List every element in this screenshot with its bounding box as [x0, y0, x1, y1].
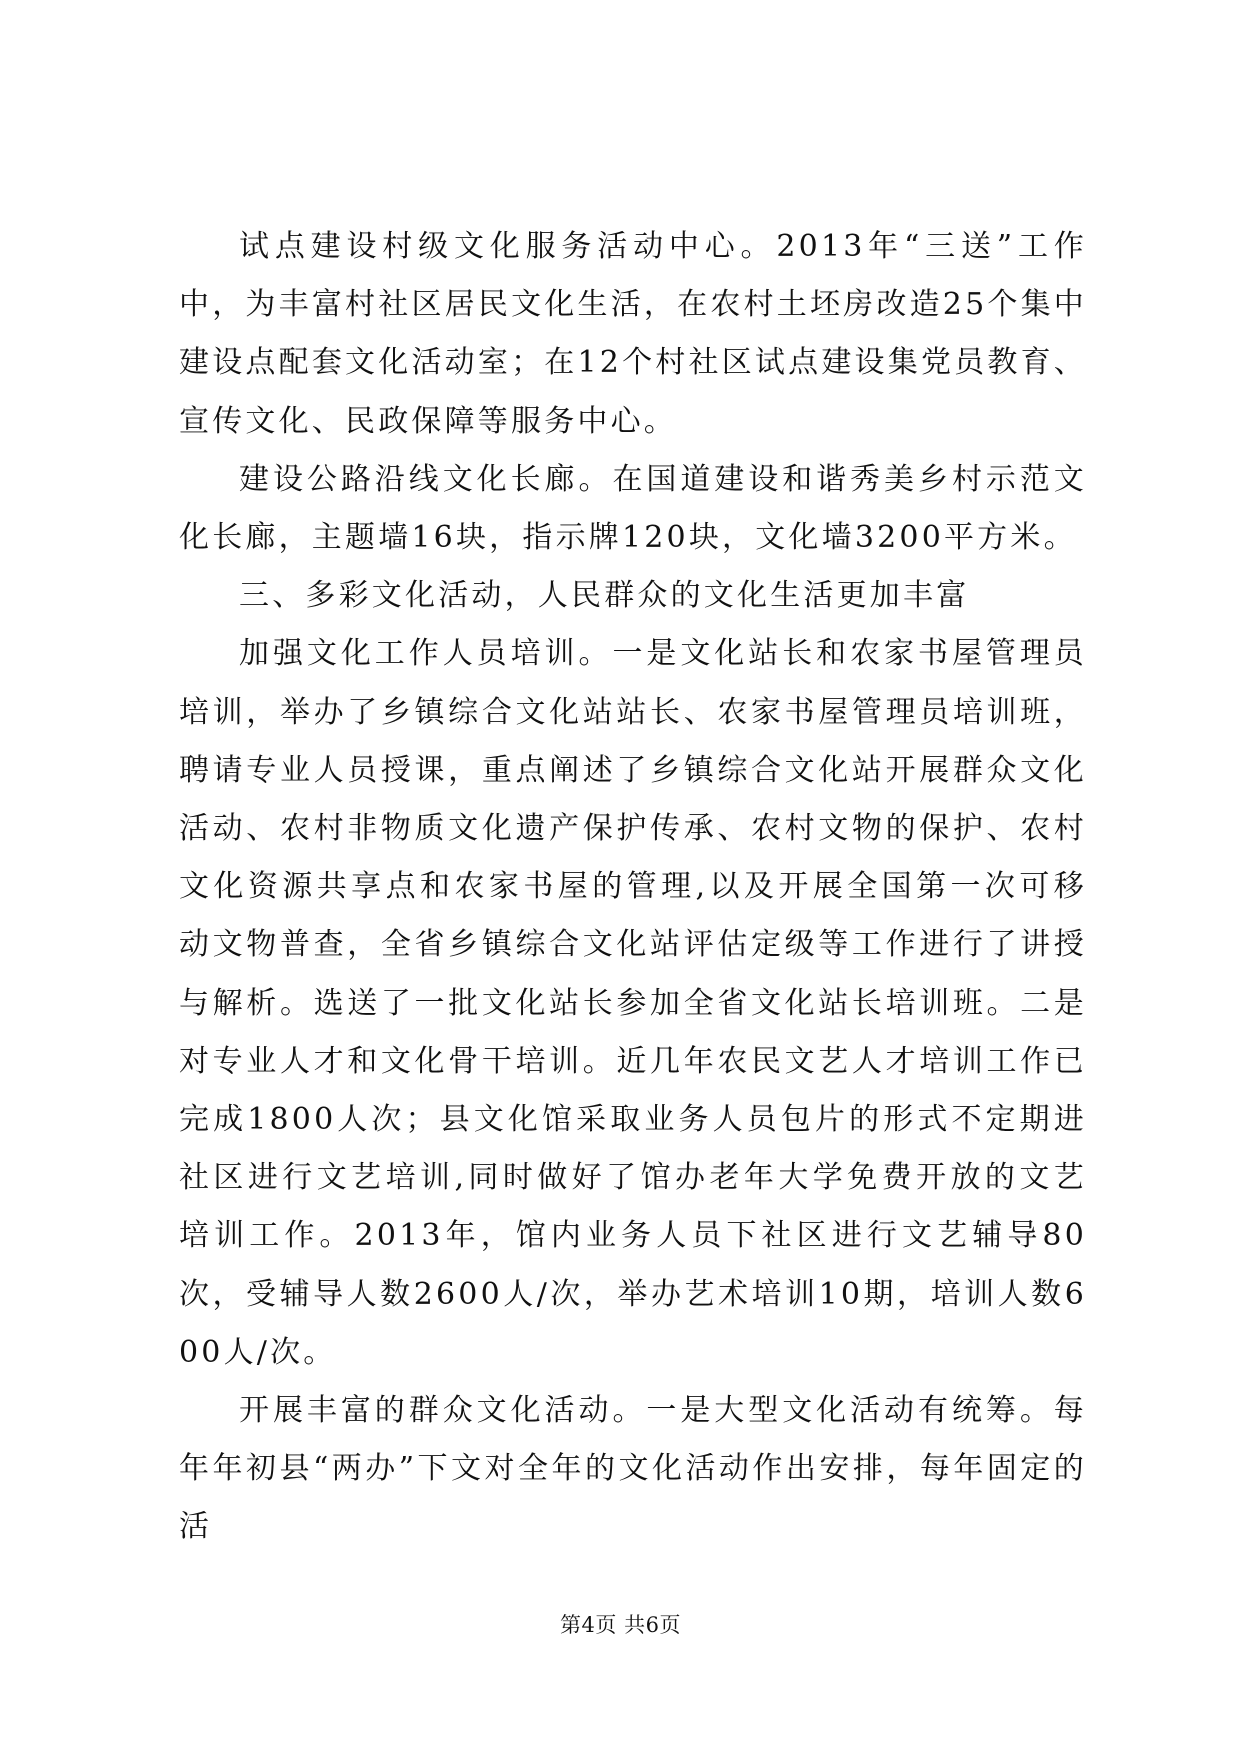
paragraph-staff-training: 加强文化工作人员培训。一是文化站长和农家书屋管理员培训，举办了乡镇综合文化站站长、农家书屋管理员培训班，聘请专业人员授课，重点阐述了乡镇综合文化站开展群众文化活动、农村非物质文化遗产保护传承、农村文物的保护、农村文化资源共享点和农家书屋的管理,以及开展全国第一次可移动文物普查，全省乡镇综合文化站评估定级等工作进行了讲授与解析。选送了一批文化站长参加全省文化站长培训班。二是对专业人才和文化骨干培训。近几年农民文艺人才培训工作已完成1800人次；县文化馆采取业务人员包片的形式不定期进社区进行文艺培训,同时做好了馆办老年大学免费开放的文艺培训工作。2013年，馆内业务人员下社区进行文艺辅导80次，受辅导人数2600人/次，举办艺术培训10期，培训人数600人/次。	[179, 636, 1087, 1370]
paragraph-mass-cultural-activities: 开展丰富的群众文化活动。一是大型文化活动有统筹。每年年初县“两办”下文对全年的文化活动作出安排，每年固定的活	[179, 1393, 1087, 1545]
document-body	[179, 218, 1087, 1557]
page-number-footer: 第4页 共6页	[560, 1613, 681, 1637]
paragraph-roadside-culture-corridor: 建设公路沿线文化长廊。在国道建设和谐秀美乡村示范文化长廊，主题墙16块，指示牌120块，文化墙3200平方米。	[179, 461, 1087, 556]
paragraph-village-culture-center: 试点建设村级文化服务活动中心。2013年“三送”工作中，为丰富村社区居民文化生活，在农村土坯房改造25个集中建设点配套文化活动室；在12个村社区试点建设集党员教育、宣传文化、民政保障等服务中心。	[179, 229, 1087, 439]
section-heading-cultural-activities: 三、多彩文化活动，人民群众的文化生活更加丰富	[239, 578, 970, 614]
